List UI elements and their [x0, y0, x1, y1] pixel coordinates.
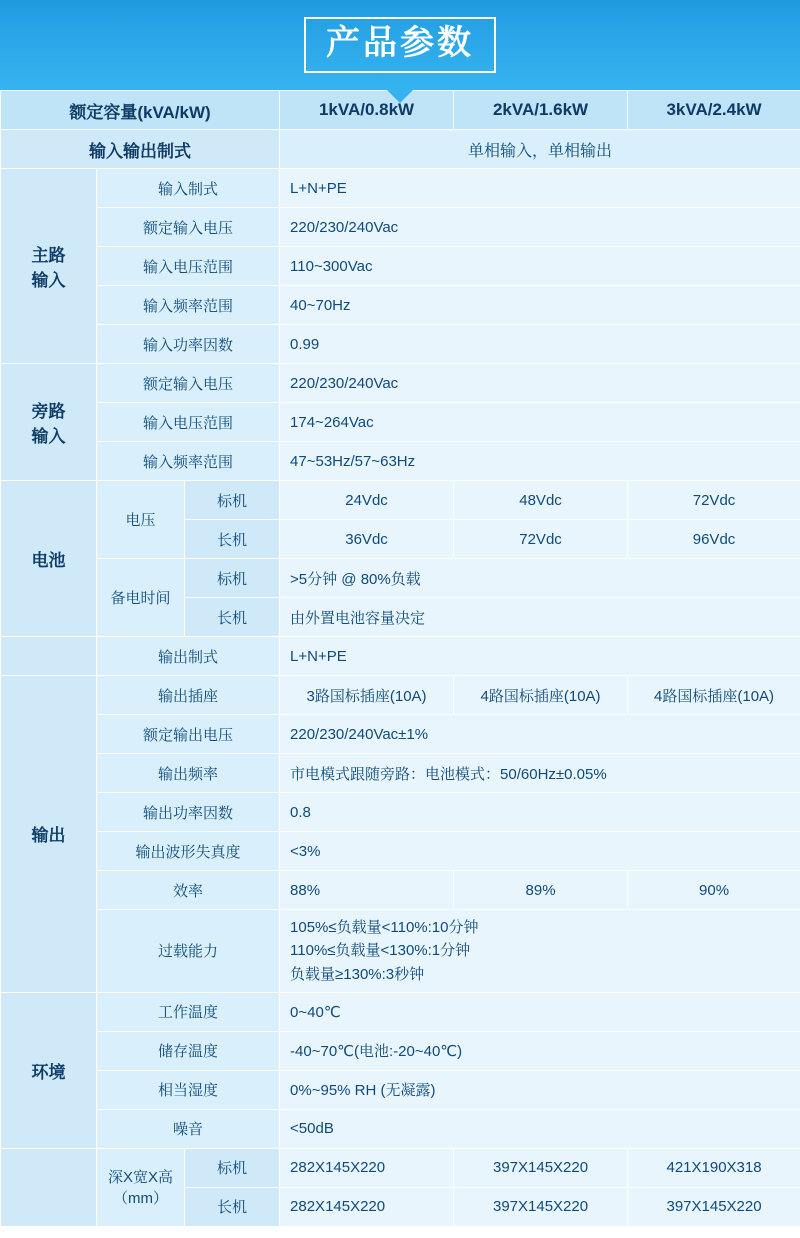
group-dimension-spacer — [1, 1148, 97, 1226]
spec-table — [0, 90, 800, 1227]
dimension-long-2: 397X145X220 — [454, 1187, 628, 1226]
group-main-input — [1, 169, 97, 364]
row-label: 输入功率因数 — [97, 325, 280, 364]
battery-voltage-long-1: 36Vdc — [280, 520, 454, 559]
capacity-label: 额定容量(kVA/kW) — [1, 91, 280, 130]
dimension-label-line1: 深X宽X高 — [107, 1169, 173, 1187]
battery-backup-std-label: 标机 — [185, 559, 280, 598]
overload-value — [280, 910, 800, 993]
battery-voltage-long-2: 72Vdc — [454, 520, 628, 559]
capacity-1: 1kVA/0.8kW — [280, 91, 454, 130]
row-label: 储存温度 — [97, 1031, 280, 1070]
banner-arrow-icon — [386, 89, 414, 103]
table-row — [1, 832, 800, 871]
battery-voltage-std-2: 48Vdc — [454, 481, 628, 520]
table-row — [1, 559, 800, 598]
table-row — [1, 442, 800, 481]
row-label: 额定输入电压 — [97, 208, 280, 247]
table-row — [1, 481, 800, 520]
group-main-input-line2: 输入 — [31, 271, 66, 290]
row-value: <50dB — [280, 1109, 800, 1148]
row-value: <3% — [280, 832, 800, 871]
overload-line-1: 105%≤负载量<110%:10分钟 — [290, 919, 479, 936]
dimension-long-1: 282X145X220 — [280, 1187, 454, 1226]
battery-voltage-long-3: 96Vdc — [628, 520, 800, 559]
output-mode-value: L+N+PE — [280, 637, 800, 676]
row-value: 0.99 — [280, 325, 800, 364]
table-row — [1, 910, 800, 993]
row-label: 输入电压范围 — [97, 403, 280, 442]
overload-line-2: 110%≤负载量<130%:1分钟 — [290, 942, 471, 960]
table-row — [1, 364, 800, 403]
efficiency-1: 88% — [280, 871, 454, 910]
table-row — [1, 793, 800, 832]
row-label: 输入频率范围 — [97, 286, 280, 325]
table-row — [1, 1070, 800, 1109]
group-environment: 环境 — [1, 992, 97, 1148]
row-value: 0~40℃ — [280, 992, 800, 1031]
battery-voltage-std-3: 72Vdc — [628, 481, 800, 520]
output-socket-1: 3路国标插座(10A) — [280, 676, 454, 715]
row-value: 0.8 — [280, 793, 800, 832]
row-label: 输出频率 — [97, 754, 280, 793]
group-main-input-line1: 主路 — [31, 246, 66, 265]
dimension-label-line2: （mm） — [113, 1190, 168, 1208]
row-value: 40~70Hz — [280, 286, 800, 325]
dimension-long-label: 长机 — [185, 1187, 280, 1226]
row-label: 额定输入电压 — [97, 364, 280, 403]
dimension-std-3: 421X190X318 — [628, 1148, 800, 1187]
output-socket-2: 4路国标插座(10A) — [454, 676, 628, 715]
battery-backup-long-label: 长机 — [185, 598, 280, 637]
dimension-long-3: 397X145X220 — [628, 1187, 800, 1226]
table-row — [1, 208, 800, 247]
page-banner — [0, 0, 800, 90]
group-bypass-input — [1, 364, 97, 481]
row-label: 输入频率范围 — [97, 442, 280, 481]
table-row — [1, 637, 800, 676]
battery-voltage-std-label: 标机 — [185, 481, 280, 520]
row-value: 0%~95% RH (无凝露) — [280, 1070, 800, 1109]
output-mode-label: 输出制式 — [97, 637, 280, 676]
capacity-3: 3kVA/2.4kW — [628, 91, 800, 130]
table-row — [1, 1031, 800, 1070]
row-value: 47~53Hz/57~63Hz — [280, 442, 800, 481]
row-label: 输入电压范围 — [97, 247, 280, 286]
group-output-mode-spacer — [1, 637, 97, 676]
battery-voltage-std-1: 24Vdc — [280, 481, 454, 520]
row-label: 输出波形失真度 — [97, 832, 280, 871]
row-value: 市电模式跟随旁路：电池模式：50/60Hz±0.05% — [280, 754, 800, 793]
row-value: 220/230/240Vac±1% — [280, 715, 800, 754]
row-label: 输出功率因数 — [97, 793, 280, 832]
row-label: 噪音 — [97, 1109, 280, 1148]
table-row — [1, 1148, 800, 1187]
table-row — [1, 871, 800, 910]
dimension-std-1: 282X145X220 — [280, 1148, 454, 1187]
efficiency-3: 90% — [628, 871, 800, 910]
table-row — [1, 403, 800, 442]
group-output: 输出 — [1, 676, 97, 993]
dimension-std-label: 标机 — [185, 1148, 280, 1187]
table-row — [1, 992, 800, 1031]
row-value: 174~264Vac — [280, 403, 800, 442]
table-row — [1, 247, 800, 286]
efficiency-label: 效率 — [97, 871, 280, 910]
row-value: -40~70℃(电池:-20~40℃) — [280, 1031, 800, 1070]
row-value: 220/230/240Vac — [280, 364, 800, 403]
page-title: 产品参数 — [304, 17, 496, 72]
output-socket-label: 输出插座 — [97, 676, 280, 715]
row-value: 220/230/240Vac — [280, 208, 800, 247]
io-mode-value: 单相输入，单相输出 — [280, 130, 800, 169]
dimension-std-2: 397X145X220 — [454, 1148, 628, 1187]
group-bypass-input-line2: 输入 — [31, 427, 66, 446]
row-label: 输入制式 — [97, 169, 280, 208]
row-label: 相当湿度 — [97, 1070, 280, 1109]
battery-voltage-label: 电压 — [97, 481, 185, 559]
overload-label: 过载能力 — [97, 910, 280, 993]
efficiency-2: 89% — [454, 871, 628, 910]
battery-backup-label: 备电时间 — [97, 559, 185, 637]
row-label: 额定输出电压 — [97, 715, 280, 754]
row-value: 110~300Vac — [280, 247, 800, 286]
table-row — [1, 325, 800, 364]
table-row — [1, 286, 800, 325]
io-mode-label: 输入输出制式 — [1, 130, 280, 169]
capacity-2: 2kVA/1.6kW — [454, 91, 628, 130]
battery-voltage-long-label: 长机 — [185, 520, 280, 559]
table-row — [1, 754, 800, 793]
table-row — [1, 130, 800, 169]
output-socket-3: 4路国标插座(10A) — [628, 676, 800, 715]
table-row — [1, 169, 800, 208]
row-value: L+N+PE — [280, 169, 800, 208]
row-label: 工作温度 — [97, 992, 280, 1031]
group-bypass-input-line1: 旁路 — [31, 402, 66, 421]
dimension-label — [97, 1148, 185, 1226]
table-row — [1, 715, 800, 754]
overload-line-3: 负载量≥130%:3秒钟 — [290, 965, 425, 983]
battery-backup-long-value: 由外置电池容量决定 — [280, 598, 800, 637]
table-row — [1, 676, 800, 715]
group-battery: 电池 — [1, 481, 97, 637]
table-row — [1, 1109, 800, 1148]
battery-backup-std-value: >5分钟 @ 80%负载 — [280, 559, 800, 598]
